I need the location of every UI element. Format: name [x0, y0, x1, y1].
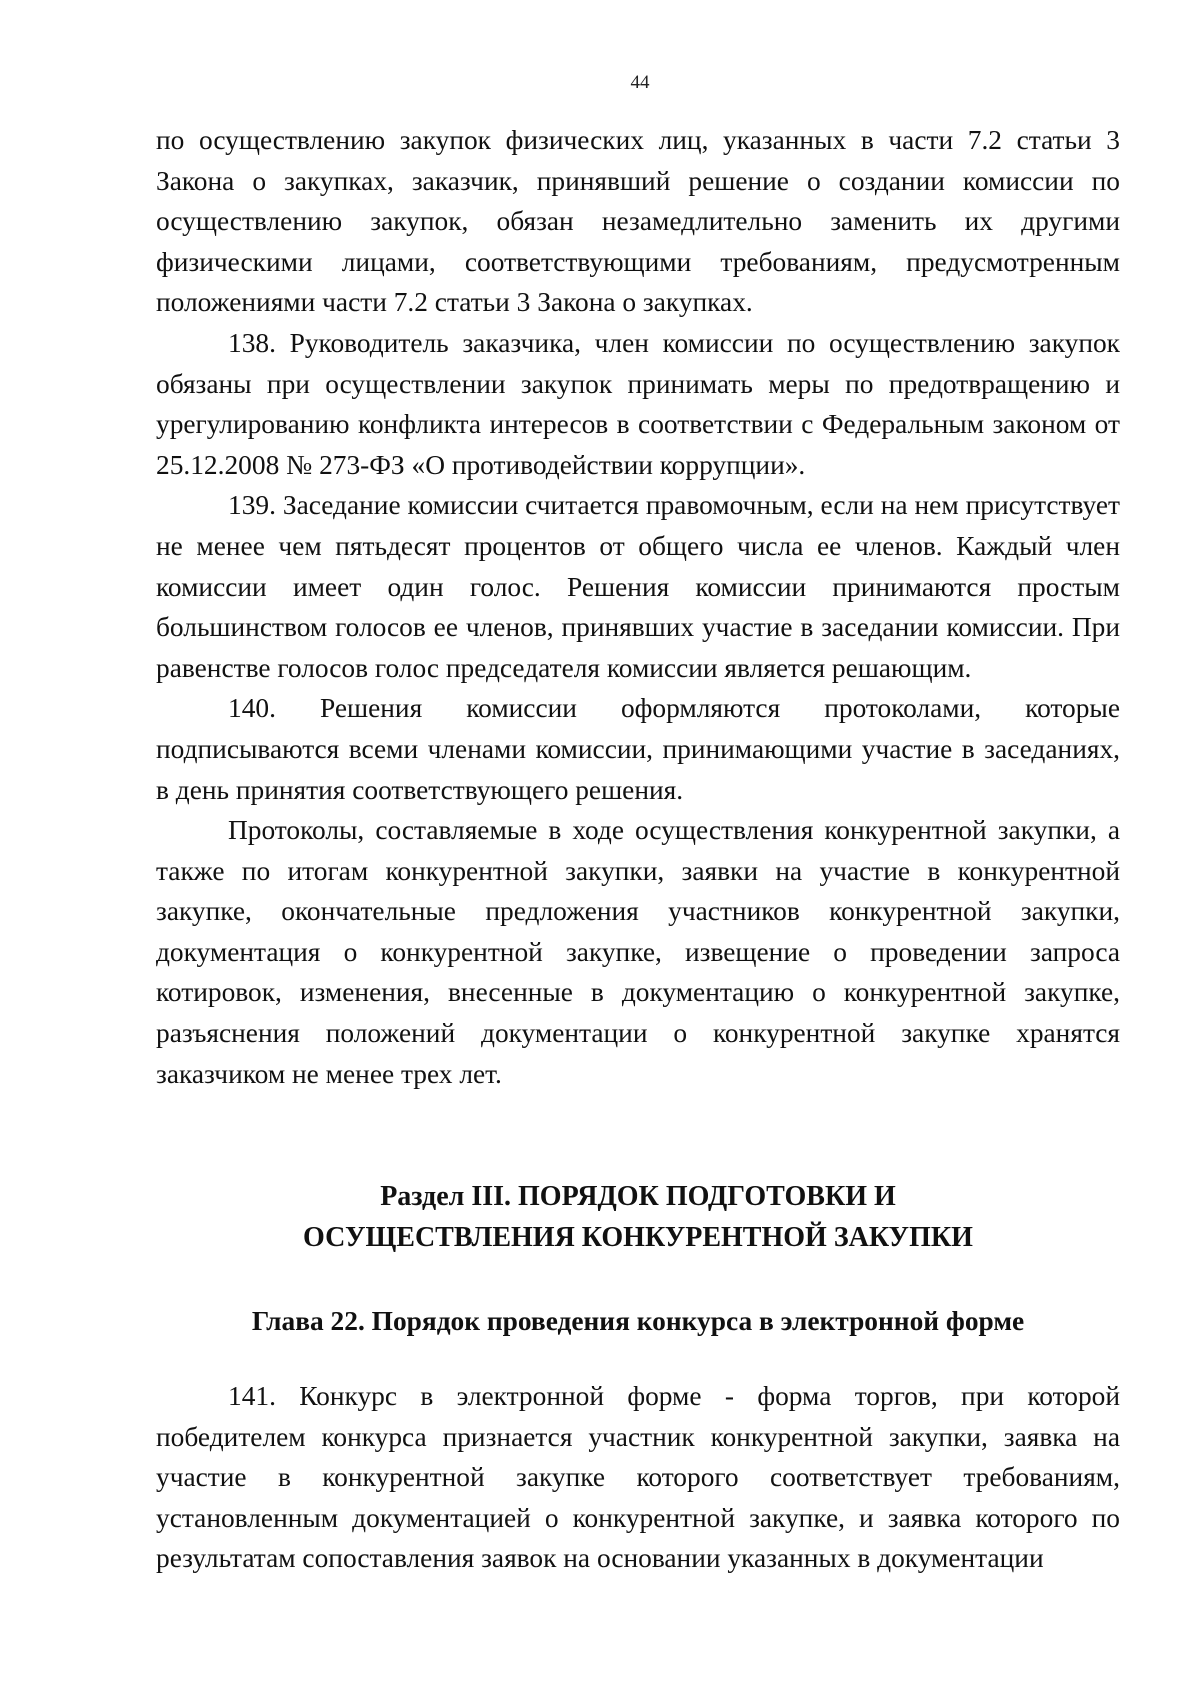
- section-heading-line-2: ОСУЩЕСТВЛЕНИЯ КОНКУРЕНТНОЙ ЗАКУПКИ: [303, 1221, 973, 1253]
- chapter-heading: Глава 22. Порядок проведения конкурса в электронной форме: [251, 1306, 1025, 1336]
- paragraph-139: 139. Заседание комиссии считается правомочным, если на нем присутствует не менее чем пятьдесят процентов от общего числа ее членов. Каждый член комиссии имеет один голос. Решения комиссии принимаются простым большинством голосов ее членов, принявших участие в заседании комиссии. При равенстве голосов голос председателя комиссии является решающим.: [156, 490, 1120, 683]
- paragraph-continuation: по осуществлению закупок физических лиц, указанных в части 7.2 статьи 3 Закона о закупках, заказчик, принявший решение о создании комиссии по осуществлению закупок, обязан незамедлительно заменить их другими физическими лицами, соответствующими требованиям, предусмотренным положениями части 7.2 статьи 3 Закона о закупках.: [156, 125, 1120, 318]
- section-heading-line-1: Раздел III. ПОРЯДОК ПОДГОТОВКИ И: [380, 1181, 896, 1212]
- paragraph-141: 141. Конкурс в электронной форме - форма торгов, при которой победителем конкурса признается участник конкурентной закупки, заявка на участие в конкурентной закупке которого соответствует требованиям, установленным документацией о конкурентной закупке, и заявка которого по результатам сопоставления заявок на основании указанных в документации: [156, 1381, 1120, 1574]
- document-body: [156, 120, 1120, 1094]
- document-body-continued: [156, 1376, 1120, 1579]
- paragraph-protocols: Протоколы, составляемые в ходе осуществления конкурентной закупки, а также по итогам конкурентной закупки, заявки на участие в конкурентной закупке, окончательные предложения участников конкурентной закупки, документация о конкурентной закупке, извещение о проведении запроса котировок, изменения, внесенные в документацию о конкурентной закупке, разъяснения положений документации о конкурентной закупке хранятся заказчиком не менее трех лет.: [156, 815, 1120, 1089]
- paragraph-140: 140. Решения комиссии оформляются протоколами, которые подписываются всеми членами комиссии, принимающими участие в заседаниях, в день принятия соответствующего решения.: [156, 693, 1120, 805]
- section-heading: [156, 1177, 1120, 1258]
- paragraph-138: 138. Руководитель заказчика, член комиссии по осуществлению закупок обязаны при осуществлении закупок принимать меры по предотвращению и урегулированию конфликта интересов в соответствии с Федеральным законом от 25.12.2008 № 273-ФЗ «О противодействии коррупции».: [156, 327, 1120, 480]
- page-number: 44: [630, 72, 650, 93]
